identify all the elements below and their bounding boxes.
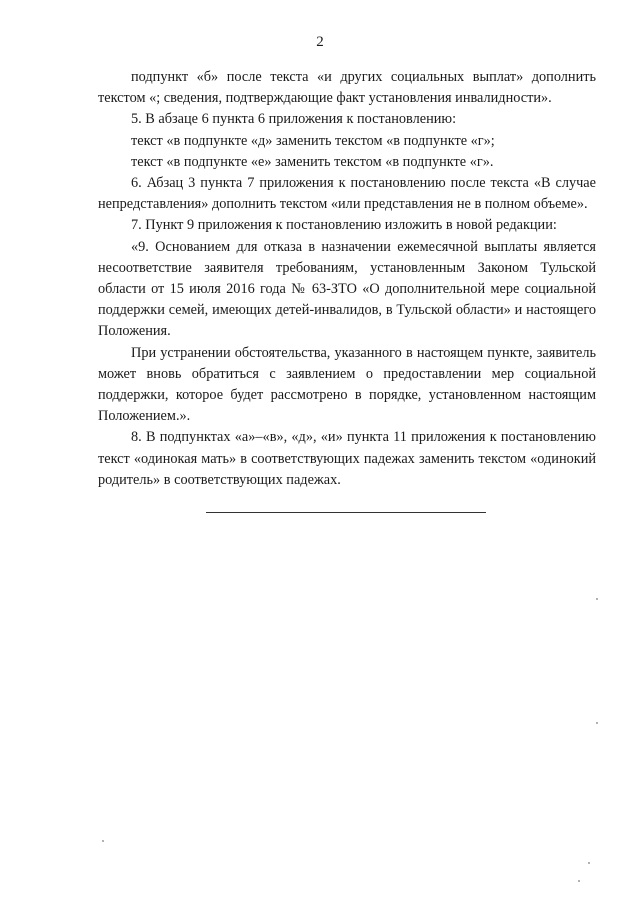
paragraph-item-8: 8. В подпунктах «а»–«в», «д», «и» пункта 11 приложения к постановлению текст «одинокая мать» в соответствующих падежах заменить текстом «одинокий родитель» в соответствующих падежах. [98,429,596,488]
closing-separator-line [206,512,486,513]
paragraph-item-6: 6. Абзац 3 пункта 7 приложения к постановлению после текста «В случае непредставления» дополнить текстом «или представления не в полном объеме». [98,175,596,213]
scan-speck [102,840,104,842]
scan-speck [596,598,598,600]
paragraph-item-5-text-d: текст «в подпункте «д» заменить текстом «в подпункте «г»; [131,132,495,149]
paragraph-point-9: «9. Основанием для отказа в назначении ежемесячной выплаты является несоответствие заявителя требованиям, установленным Законом Тульской области от 15 июля 2016 года № 63-ЗТО «О дополнительной мере социальной поддержки семей, имеющих детей-инвалидов, в Тульской области» и настоящего Положения. [98,238,596,340]
scan-speck [588,862,590,864]
document-body [98,67,596,491]
paragraph-item-7: 7. Пункт 9 приложения к постановлению изложить в новой редакции: [131,217,557,234]
paragraph-point-9-continued: При устранении обстоятельства, указанного в настоящем пункте, заявитель может вновь обратиться с заявлением о предоставлении мер социальной поддержки, которое будет рассмотрено в порядке, установленном настоящим Положением.». [98,344,596,425]
paragraph-item-5: 5. В абзаце 6 пункта 6 приложения к постановлению: [131,111,457,128]
paragraph-subitem-b: подпункт «б» после текста «и других социальных выплат» дополнить текстом «; сведения, подтверждающие факт установления инвалидности». [98,69,596,107]
scan-speck [596,722,598,724]
paragraph-item-5-text-e: текст «в подпункте «е» заменить текстом «в подпункте «г». [131,153,494,170]
scan-speck [578,880,580,882]
page-number: 2 [316,34,324,50]
